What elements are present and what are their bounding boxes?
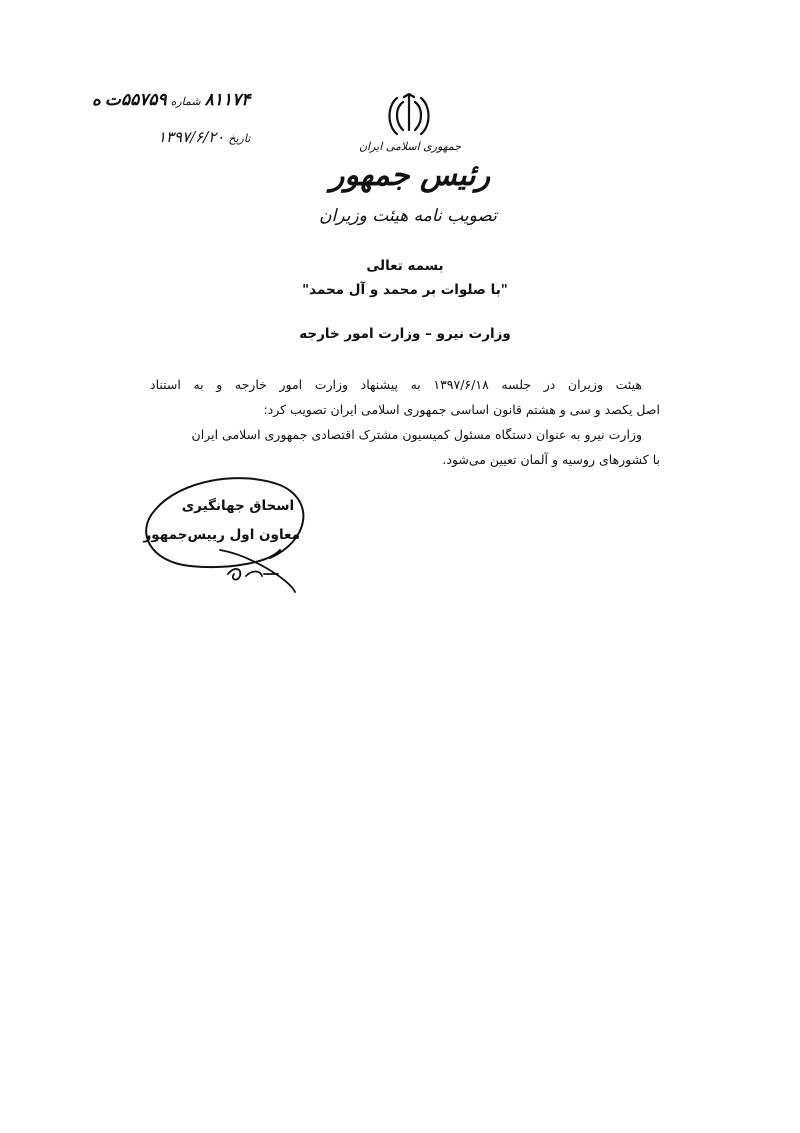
reference-block: [92, 90, 250, 146]
reference-date: ۱۳۹۷/۶/۲۰: [157, 128, 225, 146]
reference-number-handwritten: ۸۱۱۷۴: [204, 90, 251, 110]
reference-number-suffix: ه: [92, 90, 101, 110]
salawat-line: "با صلوات بر محمد و آل محمد": [302, 282, 508, 298]
iran-emblem-icon: [383, 92, 435, 138]
body-paragraph-1-line-2: اصل یکصد و سی و هشتم قانون اساسی جمهوری اسلامی ایران تصویب کرد:: [263, 402, 660, 417]
reference-date-row: [92, 128, 250, 146]
letterhead-republic: جمهوری اسلامی ایران: [358, 140, 462, 153]
letterhead-resolution: تصویب نامه هیئت وزیران: [319, 206, 497, 226]
body-paragraph-1-line-1: هیئت وزیران در جلسه ۱۳۹۷/۶/۱۸ به پیشنهاد وزارت امور خارجه و به استناد: [150, 377, 642, 392]
letterhead-president: رئیس جمهور: [329, 158, 491, 193]
reference-number-row: [92, 90, 250, 110]
invocation: بسمه تعالی: [366, 258, 444, 274]
reference-number-label: شماره: [170, 95, 201, 108]
decree-body: [150, 372, 660, 472]
body-paragraph-2-line-2: با کشورهای روسیه و آلمان تعیین می‌شود.: [442, 452, 660, 467]
reference-date-label: تاریخ: [228, 132, 251, 145]
addressees: وزارت نیرو – وزارت امور خارجه: [299, 326, 511, 342]
signatory-title: معاون اول رییس‌جمهور: [143, 527, 300, 543]
reference-number: ۵۵۷۵۹ت: [104, 90, 167, 110]
body-paragraph-2-line-1: وزارت نیرو به عنوان دستگاه مسئول کمیسیون مشترک اقتصادی جمهوری اسلامی ایران: [191, 427, 642, 442]
signatory-name: اسحاق جهانگیری: [181, 498, 295, 514]
